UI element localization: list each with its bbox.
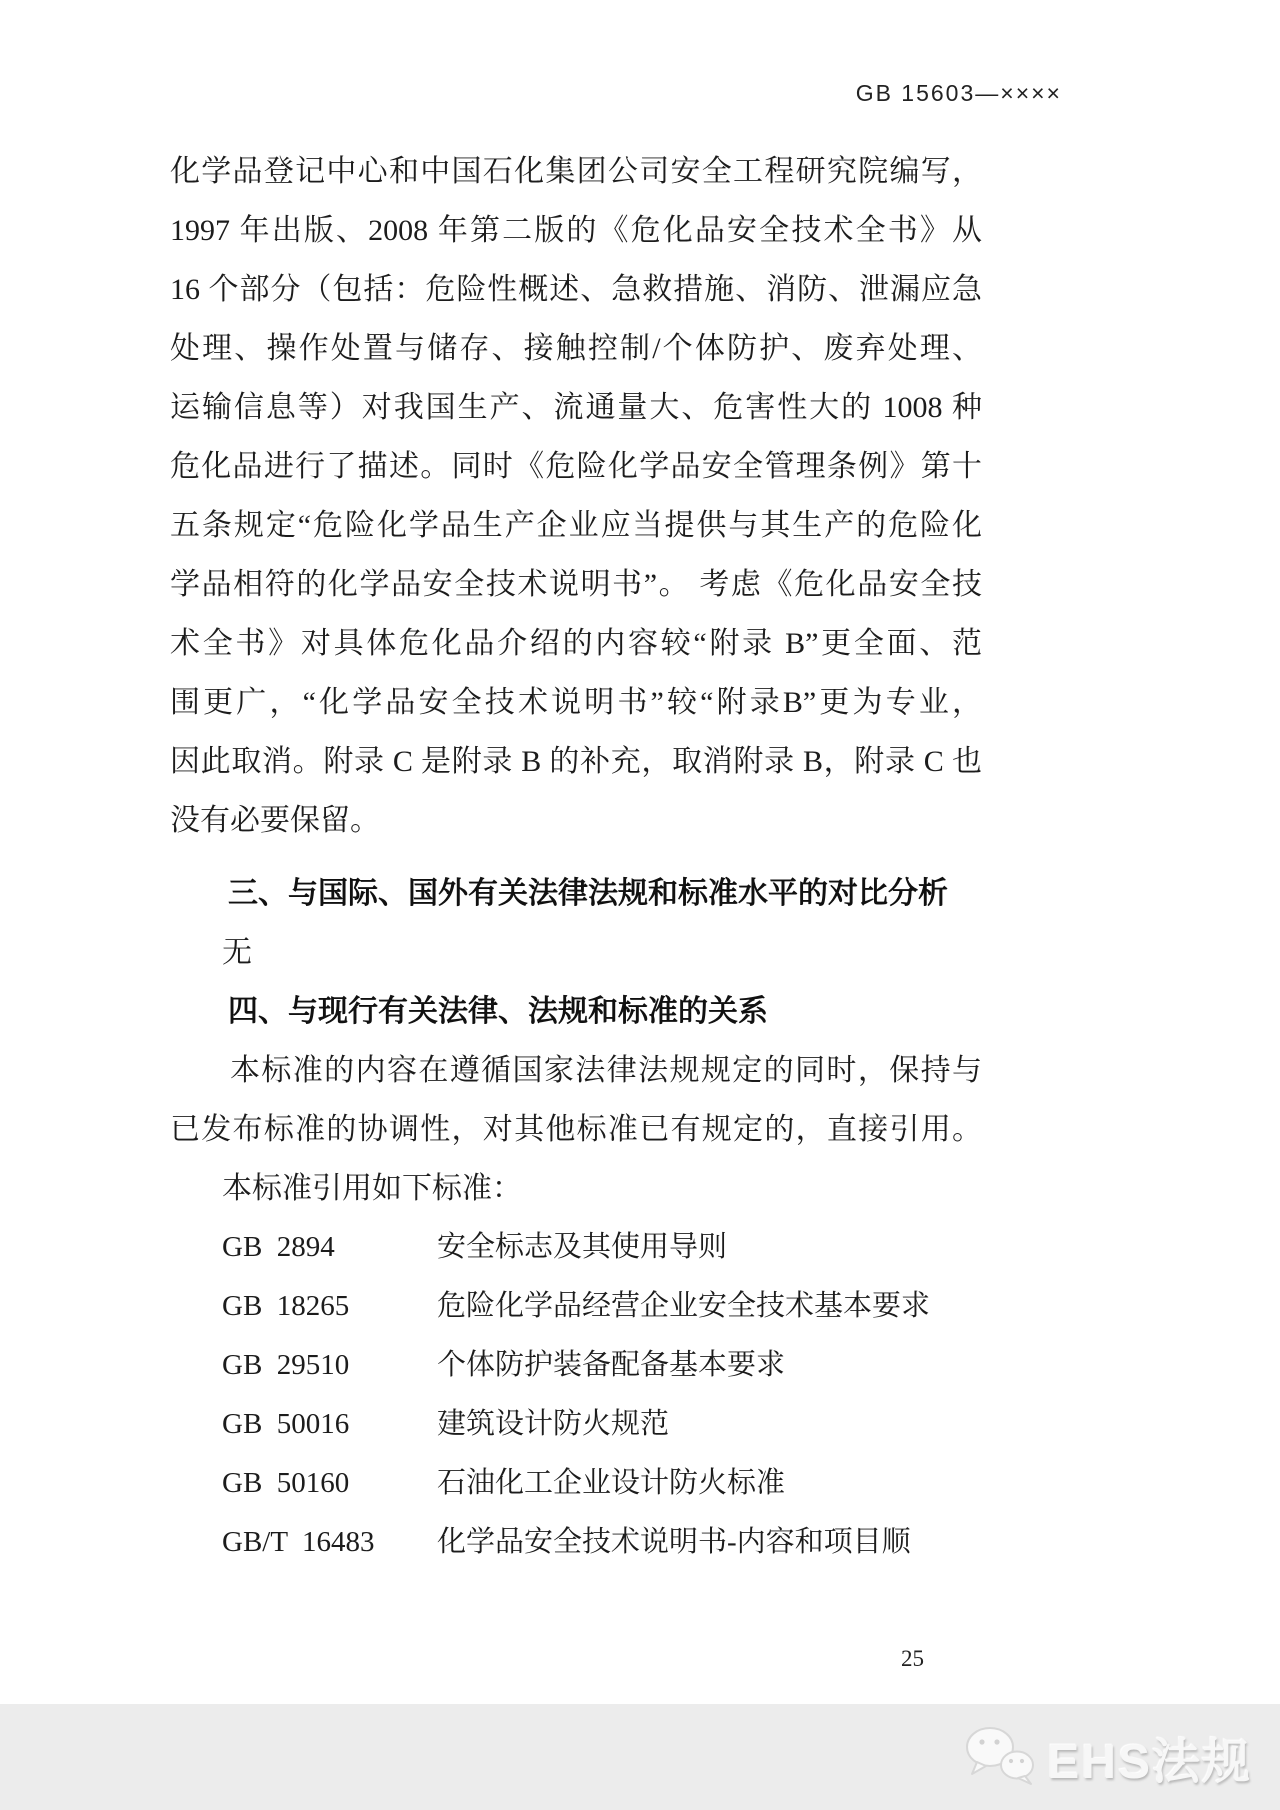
standard-code: GB 50160 <box>222 1467 350 1499</box>
watermark-text: EHS法规 <box>1047 1735 1252 1789</box>
paragraph1-line-3: 16 个部分（包括：危险性概述、急救措施、消防、泄漏应急 <box>170 273 982 306</box>
paragraph1-line-10: 围更广，“化学品安全技术说明书”较“附录B”更为专业， <box>170 686 982 719</box>
doc-code-header: GB 15603—×××× <box>855 80 1062 106</box>
paragraph2-line-1: 本标准的内容在遵循国家法律法规规定的同时，保持与 <box>230 1054 982 1087</box>
standard-title: 危险化学品经营企业安全技术基本要求 <box>437 1290 931 1322</box>
document-body <box>170 142 982 1572</box>
section-heading-three: 三、与国际、国外有关法律法规和标准水平的对比分析 <box>228 877 948 910</box>
references-intro: 本标准引用如下标准： <box>222 1172 522 1205</box>
reference-row <box>170 1277 982 1336</box>
reference-row <box>170 1218 982 1277</box>
paragraph1-line-4: 处理、操作处置与储存、接触控制/个体防护、废弃处理、 <box>170 332 982 365</box>
wechat-icon <box>963 1724 1037 1791</box>
standard-title: 个体防护装备配备基本要求 <box>437 1349 786 1381</box>
reference-row <box>170 1513 982 1572</box>
paragraph1-line-11: 因此取消。附录 C 是附录 B 的补充，取消附录 B，附录 C 也 <box>170 745 982 778</box>
paragraph1-line-8: 学品相符的化学品安全技术说明书”。 考虑《危化品安全技 <box>170 568 982 601</box>
standard-code: GB 29510 <box>222 1349 350 1381</box>
page-number: 25 <box>901 1646 924 1671</box>
standard-code: GB 50016 <box>222 1408 350 1440</box>
standard-code: GB 2894 <box>222 1231 335 1263</box>
paragraph1-line-2: 1997 年出版、2008 年第二版的《危化品安全技术全书》从 <box>170 214 982 247</box>
standard-code: GB 18265 <box>222 1290 350 1322</box>
standard-title: 安全标志及其使用导则 <box>437 1231 728 1263</box>
none-text: 无 <box>222 936 252 969</box>
reference-row <box>170 1395 982 1454</box>
standard-code: GB/T 16483 <box>222 1526 375 1558</box>
paragraph1-line-12: 没有必要保留。 <box>170 804 380 837</box>
paragraph1-line-5: 运输信息等）对我国生产、流通量大、危害性大的 1008 种 <box>170 391 982 424</box>
standard-title: 石油化工企业设计防火标准 <box>437 1467 786 1499</box>
standard-title: 化学品安全技术说明书-内容和项目顺 <box>437 1526 911 1558</box>
watermark-band <box>0 1704 1280 1810</box>
reference-row <box>170 1336 982 1395</box>
section-heading-four: 四、与现行有关法律、法规和标准的关系 <box>228 995 768 1028</box>
paragraph1-line-9: 术全书》对具体危化品介绍的内容较“附录 B”更全面、范 <box>170 627 982 660</box>
paragraph1-line-7: 五条规定“危险化学品生产企业应当提供与其生产的危险化 <box>170 509 982 542</box>
standard-title: 建筑设计防火规范 <box>437 1408 670 1440</box>
paragraph2-line-2: 已发布标准的协调性，对其他标准已有规定的，直接引用。 <box>170 1113 982 1146</box>
paragraph1-line-1: 化学品登记中心和中国石化集团公司安全工程研究院编写， <box>170 155 982 188</box>
paragraph1-line-6: 危化品进行了描述。同时《危险化学品安全管理条例》第十 <box>170 450 982 483</box>
reference-row <box>170 1454 982 1513</box>
